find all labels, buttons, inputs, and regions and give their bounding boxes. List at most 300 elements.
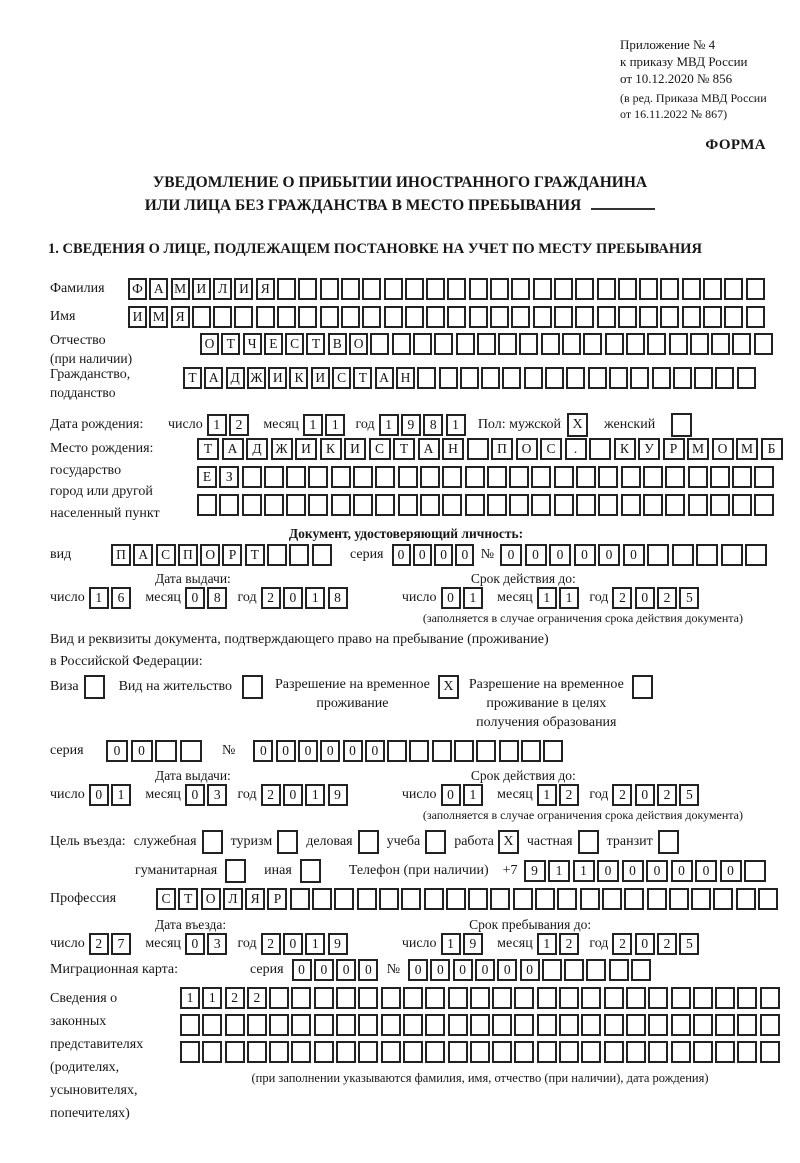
char-box[interactable] xyxy=(476,740,496,762)
char-box[interactable]: А xyxy=(204,367,223,389)
char-box[interactable] xyxy=(671,987,691,1009)
char-box[interactable] xyxy=(737,367,756,389)
char-box[interactable]: 1 xyxy=(180,987,200,1009)
char-box[interactable] xyxy=(219,494,239,516)
char-box[interactable] xyxy=(434,333,453,355)
char-box[interactable] xyxy=(267,544,287,566)
char-box[interactable] xyxy=(225,1014,245,1036)
char-box[interactable]: Н xyxy=(442,438,464,460)
char-box[interactable]: Д xyxy=(226,367,245,389)
char-box[interactable]: . xyxy=(565,438,587,460)
char-box[interactable]: 0 xyxy=(720,860,742,882)
char-box[interactable] xyxy=(362,306,381,328)
char-box[interactable] xyxy=(269,1014,289,1036)
work-checkbox[interactable]: X xyxy=(498,830,519,854)
char-box[interactable] xyxy=(604,1014,624,1036)
char-box[interactable] xyxy=(308,466,328,488)
char-box[interactable] xyxy=(446,888,466,910)
char-box[interactable] xyxy=(715,367,734,389)
char-box[interactable]: 2 xyxy=(229,414,249,436)
char-box[interactable]: 2 xyxy=(261,784,281,806)
char-box[interactable] xyxy=(405,278,424,300)
char-box[interactable] xyxy=(576,494,596,516)
char-box[interactable] xyxy=(370,333,389,355)
char-box[interactable] xyxy=(426,278,445,300)
char-box[interactable] xyxy=(336,1014,356,1036)
char-box[interactable]: Р xyxy=(267,888,287,910)
char-box[interactable] xyxy=(514,987,534,1009)
char-box[interactable] xyxy=(643,494,663,516)
char-box[interactable] xyxy=(543,740,563,762)
char-box[interactable] xyxy=(247,1041,267,1063)
char-box[interactable]: 2 xyxy=(559,933,579,955)
tourism-checkbox[interactable] xyxy=(277,830,298,854)
char-box[interactable]: Л xyxy=(223,888,243,910)
char-box[interactable] xyxy=(381,987,401,1009)
char-box[interactable] xyxy=(535,888,555,910)
char-box[interactable] xyxy=(312,544,332,566)
char-box[interactable] xyxy=(713,888,733,910)
char-box[interactable] xyxy=(604,987,624,1009)
char-box[interactable] xyxy=(291,1014,311,1036)
char-box[interactable] xyxy=(336,1041,356,1063)
char-box[interactable]: Я xyxy=(245,888,265,910)
char-box[interactable] xyxy=(448,1014,468,1036)
char-box[interactable]: 0 xyxy=(475,959,495,981)
char-box[interactable] xyxy=(604,1041,624,1063)
char-box[interactable] xyxy=(468,888,488,910)
char-box[interactable] xyxy=(533,306,552,328)
char-box[interactable] xyxy=(490,278,509,300)
char-box[interactable] xyxy=(710,494,730,516)
char-box[interactable]: 3 xyxy=(207,784,227,806)
char-box[interactable] xyxy=(597,306,616,328)
char-box[interactable] xyxy=(511,306,530,328)
char-box[interactable]: 0 xyxy=(574,544,596,566)
char-box[interactable]: И xyxy=(268,367,287,389)
char-box[interactable]: 0 xyxy=(497,959,517,981)
char-box[interactable] xyxy=(277,306,296,328)
char-box[interactable]: 0 xyxy=(89,784,109,806)
char-box[interactable] xyxy=(621,466,641,488)
char-box[interactable]: Р xyxy=(222,544,242,566)
char-box[interactable] xyxy=(213,306,232,328)
char-box[interactable] xyxy=(715,987,735,1009)
char-box[interactable] xyxy=(202,1014,222,1036)
char-box[interactable] xyxy=(358,987,378,1009)
char-box[interactable]: Т xyxy=(178,888,198,910)
char-box[interactable]: 1 xyxy=(537,587,557,609)
char-box[interactable]: А xyxy=(149,278,168,300)
char-box[interactable] xyxy=(490,306,509,328)
char-box[interactable] xyxy=(234,306,253,328)
char-box[interactable]: Д xyxy=(246,438,268,460)
char-box[interactable] xyxy=(531,494,551,516)
char-box[interactable] xyxy=(290,888,310,910)
char-box[interactable] xyxy=(358,1014,378,1036)
char-box[interactable]: А xyxy=(375,367,394,389)
char-box[interactable] xyxy=(442,494,462,516)
char-box[interactable] xyxy=(447,306,466,328)
char-box[interactable]: 1 xyxy=(559,587,579,609)
char-box[interactable] xyxy=(589,438,611,460)
char-box[interactable] xyxy=(648,1041,668,1063)
char-box[interactable]: Ж xyxy=(271,438,293,460)
char-box[interactable] xyxy=(626,1041,646,1063)
char-box[interactable]: 2 xyxy=(247,987,267,1009)
char-box[interactable] xyxy=(269,1041,289,1063)
char-box[interactable]: 0 xyxy=(413,544,432,566)
char-box[interactable] xyxy=(643,466,663,488)
char-box[interactable] xyxy=(639,306,658,328)
char-box[interactable] xyxy=(387,740,407,762)
char-box[interactable]: 0 xyxy=(292,959,312,981)
char-box[interactable] xyxy=(375,494,395,516)
char-box[interactable] xyxy=(264,466,284,488)
char-box[interactable]: С xyxy=(285,333,304,355)
char-box[interactable] xyxy=(682,306,701,328)
char-box[interactable] xyxy=(358,1041,378,1063)
char-box[interactable] xyxy=(711,333,730,355)
char-box[interactable] xyxy=(745,544,767,566)
char-box[interactable] xyxy=(357,888,377,910)
char-box[interactable] xyxy=(180,1014,200,1036)
char-box[interactable]: 0 xyxy=(623,544,645,566)
char-box[interactable] xyxy=(542,959,562,981)
char-box[interactable]: Ж xyxy=(247,367,266,389)
char-box[interactable] xyxy=(242,466,262,488)
char-box[interactable]: 1 xyxy=(89,587,109,609)
char-box[interactable] xyxy=(341,306,360,328)
char-box[interactable]: 1 xyxy=(325,414,345,436)
char-box[interactable]: 0 xyxy=(253,740,273,762)
char-box[interactable]: 2 xyxy=(225,987,245,1009)
char-box[interactable]: И xyxy=(295,438,317,460)
char-box[interactable] xyxy=(401,888,421,910)
char-box[interactable] xyxy=(308,494,328,516)
char-box[interactable] xyxy=(673,367,692,389)
char-box[interactable]: С xyxy=(369,438,391,460)
char-box[interactable] xyxy=(639,278,658,300)
char-box[interactable]: О xyxy=(712,438,734,460)
char-box[interactable] xyxy=(225,1041,245,1063)
char-box[interactable] xyxy=(375,466,395,488)
char-box[interactable]: М xyxy=(149,306,168,328)
char-box[interactable]: 1 xyxy=(305,784,325,806)
char-box[interactable]: 0 xyxy=(430,959,450,981)
char-box[interactable]: 1 xyxy=(303,414,323,436)
char-box[interactable] xyxy=(409,740,429,762)
char-box[interactable]: 0 xyxy=(343,740,363,762)
char-box[interactable] xyxy=(481,367,500,389)
char-box[interactable]: 0 xyxy=(597,860,619,882)
char-box[interactable] xyxy=(660,278,679,300)
char-box[interactable] xyxy=(312,888,332,910)
char-box[interactable] xyxy=(381,1041,401,1063)
char-box[interactable] xyxy=(511,278,530,300)
char-box[interactable] xyxy=(703,306,722,328)
char-box[interactable] xyxy=(384,278,403,300)
char-box[interactable]: М xyxy=(171,278,190,300)
char-box[interactable]: А xyxy=(133,544,153,566)
char-box[interactable] xyxy=(202,1041,222,1063)
char-box[interactable]: 1 xyxy=(111,784,131,806)
char-box[interactable] xyxy=(754,466,774,488)
char-box[interactable] xyxy=(487,494,507,516)
char-box[interactable] xyxy=(605,333,624,355)
char-box[interactable]: 0 xyxy=(365,740,385,762)
char-box[interactable]: 0 xyxy=(622,860,644,882)
char-box[interactable]: И xyxy=(192,278,211,300)
char-box[interactable] xyxy=(467,438,489,460)
char-box[interactable] xyxy=(732,466,752,488)
char-box[interactable] xyxy=(256,306,275,328)
char-box[interactable]: А xyxy=(222,438,244,460)
char-box[interactable] xyxy=(647,333,666,355)
char-box[interactable]: 9 xyxy=(524,860,546,882)
char-box[interactable] xyxy=(320,278,339,300)
char-box[interactable]: Т xyxy=(306,333,325,355)
char-box[interactable] xyxy=(247,1014,267,1036)
char-box[interactable]: О xyxy=(200,333,219,355)
char-box[interactable]: Я xyxy=(171,306,190,328)
char-box[interactable]: П xyxy=(491,438,513,460)
char-box[interactable] xyxy=(721,544,743,566)
char-box[interactable] xyxy=(669,333,688,355)
char-box[interactable]: 8 xyxy=(423,414,443,436)
char-box[interactable] xyxy=(432,740,452,762)
char-box[interactable] xyxy=(439,367,458,389)
char-box[interactable] xyxy=(331,494,351,516)
char-box[interactable] xyxy=(669,888,689,910)
char-box[interactable] xyxy=(760,987,780,1009)
char-box[interactable] xyxy=(498,333,517,355)
char-box[interactable]: Е xyxy=(264,333,283,355)
char-box[interactable]: 0 xyxy=(408,959,428,981)
other-checkbox[interactable] xyxy=(300,859,321,883)
char-box[interactable] xyxy=(598,466,618,488)
char-box[interactable] xyxy=(470,1041,490,1063)
char-box[interactable]: П xyxy=(178,544,198,566)
char-box[interactable] xyxy=(470,987,490,1009)
char-box[interactable] xyxy=(398,466,418,488)
char-box[interactable] xyxy=(403,1041,423,1063)
char-box[interactable] xyxy=(559,1014,579,1036)
char-box[interactable]: 2 xyxy=(89,933,109,955)
char-box[interactable]: 2 xyxy=(261,587,281,609)
char-box[interactable] xyxy=(609,959,629,981)
char-box[interactable] xyxy=(652,367,671,389)
char-box[interactable] xyxy=(758,888,778,910)
char-box[interactable] xyxy=(581,987,601,1009)
char-box[interactable] xyxy=(155,740,177,762)
char-box[interactable] xyxy=(588,367,607,389)
char-box[interactable]: И xyxy=(128,306,147,328)
char-box[interactable] xyxy=(425,1041,445,1063)
char-box[interactable] xyxy=(737,1014,757,1036)
char-box[interactable] xyxy=(554,306,573,328)
char-box[interactable] xyxy=(760,1014,780,1036)
char-box[interactable] xyxy=(405,306,424,328)
char-box[interactable] xyxy=(413,333,432,355)
char-box[interactable]: 1 xyxy=(202,987,222,1009)
char-box[interactable] xyxy=(559,987,579,1009)
char-box[interactable] xyxy=(490,888,510,910)
char-box[interactable]: 1 xyxy=(207,414,227,436)
char-box[interactable] xyxy=(581,1014,601,1036)
char-box[interactable] xyxy=(746,278,765,300)
char-box[interactable]: 2 xyxy=(612,784,632,806)
char-box[interactable]: 8 xyxy=(328,587,348,609)
char-box[interactable]: 0 xyxy=(131,740,153,762)
char-box[interactable]: 0 xyxy=(520,959,540,981)
char-box[interactable] xyxy=(564,959,584,981)
char-box[interactable]: 5 xyxy=(679,784,699,806)
char-box[interactable]: 0 xyxy=(283,784,303,806)
char-box[interactable] xyxy=(626,1014,646,1036)
char-box[interactable]: М xyxy=(736,438,758,460)
char-box[interactable]: 3 xyxy=(207,933,227,955)
char-box[interactable] xyxy=(448,987,468,1009)
char-box[interactable] xyxy=(688,494,708,516)
char-box[interactable] xyxy=(732,494,752,516)
char-box[interactable] xyxy=(460,367,479,389)
char-box[interactable] xyxy=(334,888,354,910)
char-box[interactable] xyxy=(381,1014,401,1036)
char-box[interactable]: 7 xyxy=(111,933,131,955)
char-box[interactable] xyxy=(688,466,708,488)
residence-permit-checkbox[interactable] xyxy=(242,675,263,699)
char-box[interactable] xyxy=(724,278,743,300)
char-box[interactable] xyxy=(732,333,751,355)
char-box[interactable] xyxy=(314,987,334,1009)
business-checkbox[interactable] xyxy=(358,830,379,854)
char-box[interactable]: Л xyxy=(213,278,232,300)
char-box[interactable] xyxy=(469,278,488,300)
char-box[interactable]: 0 xyxy=(358,959,378,981)
char-box[interactable]: Е xyxy=(197,466,217,488)
char-box[interactable]: 0 xyxy=(635,587,655,609)
char-box[interactable] xyxy=(647,888,667,910)
char-box[interactable]: 8 xyxy=(207,587,227,609)
char-box[interactable]: Ф xyxy=(128,278,147,300)
char-box[interactable] xyxy=(403,1014,423,1036)
char-box[interactable] xyxy=(672,544,694,566)
char-box[interactable] xyxy=(746,306,765,328)
char-box[interactable]: 1 xyxy=(548,860,570,882)
char-box[interactable] xyxy=(398,494,418,516)
char-box[interactable] xyxy=(562,333,581,355)
char-box[interactable]: С xyxy=(156,888,176,910)
char-box[interactable] xyxy=(531,466,551,488)
char-box[interactable] xyxy=(580,888,600,910)
char-box[interactable] xyxy=(277,278,296,300)
char-box[interactable]: Ч xyxy=(243,333,262,355)
char-box[interactable]: 1 xyxy=(573,860,595,882)
char-box[interactable] xyxy=(583,333,602,355)
char-box[interactable] xyxy=(477,333,496,355)
char-box[interactable]: 0 xyxy=(185,933,205,955)
char-box[interactable] xyxy=(448,1041,468,1063)
char-box[interactable] xyxy=(554,494,574,516)
char-box[interactable] xyxy=(586,959,606,981)
char-box[interactable]: В xyxy=(328,333,347,355)
char-box[interactable]: 0 xyxy=(320,740,340,762)
char-box[interactable] xyxy=(289,544,309,566)
char-box[interactable]: 0 xyxy=(336,959,356,981)
private-checkbox[interactable] xyxy=(578,830,599,854)
char-box[interactable] xyxy=(492,987,512,1009)
char-box[interactable] xyxy=(533,278,552,300)
study-checkbox[interactable] xyxy=(425,830,446,854)
char-box[interactable]: Н xyxy=(396,367,415,389)
char-box[interactable] xyxy=(693,1041,713,1063)
char-box[interactable]: 0 xyxy=(525,544,547,566)
char-box[interactable] xyxy=(362,278,381,300)
char-box[interactable] xyxy=(665,466,685,488)
char-box[interactable] xyxy=(715,1014,735,1036)
char-box[interactable] xyxy=(665,494,685,516)
char-box[interactable]: 0 xyxy=(283,587,303,609)
char-box[interactable] xyxy=(502,367,521,389)
char-box[interactable]: 0 xyxy=(185,784,205,806)
char-box[interactable]: 5 xyxy=(679,587,699,609)
char-box[interactable]: 1 xyxy=(379,414,399,436)
char-box[interactable]: 0 xyxy=(276,740,296,762)
char-box[interactable]: 5 xyxy=(679,933,699,955)
char-box[interactable]: 0 xyxy=(298,740,318,762)
char-box[interactable] xyxy=(384,306,403,328)
char-box[interactable] xyxy=(447,278,466,300)
char-box[interactable]: С xyxy=(540,438,562,460)
char-box[interactable]: И xyxy=(234,278,253,300)
char-box[interactable] xyxy=(541,333,560,355)
char-box[interactable] xyxy=(180,740,202,762)
char-box[interactable] xyxy=(737,987,757,1009)
char-box[interactable]: Т xyxy=(221,333,240,355)
char-box[interactable]: 1 xyxy=(446,414,466,436)
char-box[interactable] xyxy=(621,494,641,516)
char-box[interactable]: 0 xyxy=(549,544,571,566)
char-box[interactable] xyxy=(425,1014,445,1036)
char-box[interactable] xyxy=(492,1014,512,1036)
char-box[interactable] xyxy=(521,740,541,762)
char-box[interactable]: 1 xyxy=(305,933,325,955)
char-box[interactable] xyxy=(298,306,317,328)
char-box[interactable] xyxy=(581,1041,601,1063)
char-box[interactable]: 1 xyxy=(441,933,461,955)
char-box[interactable] xyxy=(420,494,440,516)
char-box[interactable]: 9 xyxy=(328,933,348,955)
char-box[interactable] xyxy=(693,987,713,1009)
char-box[interactable]: 0 xyxy=(434,544,453,566)
char-box[interactable] xyxy=(487,466,507,488)
char-box[interactable]: 2 xyxy=(612,587,632,609)
char-box[interactable] xyxy=(647,544,669,566)
humanitarian-checkbox[interactable] xyxy=(225,859,246,883)
char-box[interactable]: 2 xyxy=(657,784,677,806)
char-box[interactable] xyxy=(566,367,585,389)
visa-checkbox[interactable] xyxy=(84,675,105,699)
char-box[interactable]: 2 xyxy=(612,933,632,955)
char-box[interactable] xyxy=(420,466,440,488)
char-box[interactable] xyxy=(456,333,475,355)
char-box[interactable] xyxy=(597,278,616,300)
char-box[interactable]: 2 xyxy=(657,587,677,609)
char-box[interactable]: 0 xyxy=(671,860,693,882)
char-box[interactable]: У xyxy=(638,438,660,460)
char-box[interactable] xyxy=(554,278,573,300)
